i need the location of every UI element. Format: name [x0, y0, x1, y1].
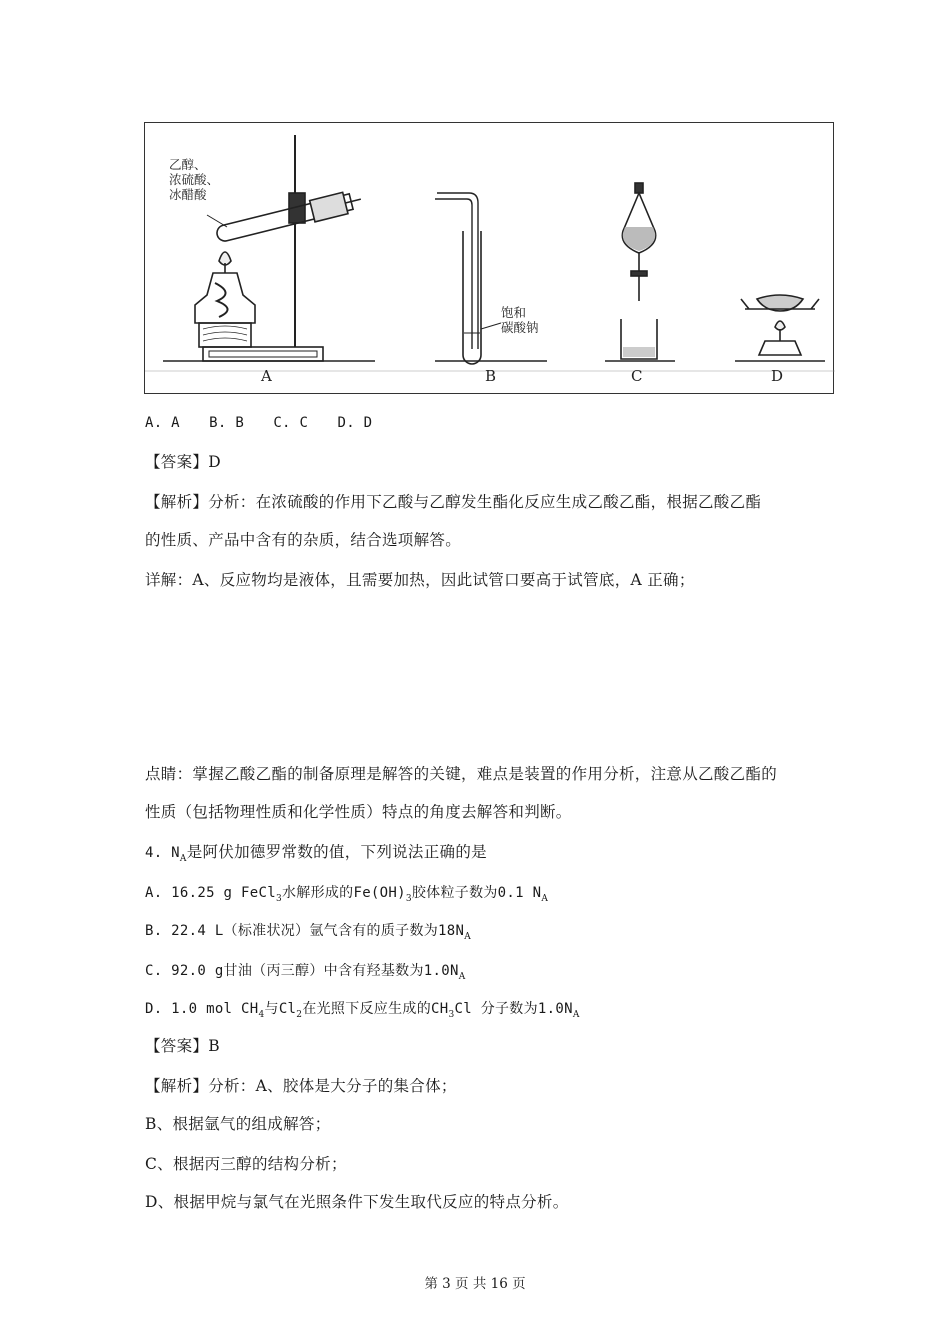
label-c: C	[631, 367, 643, 385]
q4-item-b: B、根据氩气的组成解答；	[145, 1115, 331, 1133]
apparatus-drawing	[145, 123, 835, 395]
q3-analysis-2: 的性质、产品中含有的杂质，结合选项解答。	[145, 531, 462, 549]
q3-option-c: C. C	[273, 415, 309, 431]
q3-comment-2: 性质（包括物理性质和化学性质）特点的角度去解答和判断。	[145, 803, 572, 821]
q3-comment-1: 点睛：掌握乙酸乙酯的制备原理是解答的关键，难点是装置的作用分析，注意从乙酸乙酯的	[145, 765, 778, 783]
alcohol-lamp-a	[195, 273, 255, 323]
delivery-tube	[435, 199, 472, 349]
page-footer: 第 3 页 共 16 页	[424, 1276, 526, 1292]
q4-answer: 【答案】B	[145, 1037, 220, 1055]
alcohol-lamp-d	[759, 341, 801, 355]
q3-options	[145, 412, 396, 433]
q4-analysis: 【解析】分析：A、胶体是大分子的集合体；	[145, 1077, 457, 1095]
q3-answer: 【答案】D	[145, 453, 221, 471]
q4-option-c: C. 92.0 g甘油（丙三醇）中含有羟基数为$1.0N_A$	[145, 963, 466, 982]
q4-option-b: B. 22.4 L（标准状况）氩气含有的质子数为$18N_A$	[145, 923, 472, 942]
reagent-label-b: 饱和 碳酸钠	[501, 305, 539, 335]
q3-option-a: A. A	[145, 415, 180, 431]
q3-option-d: D. D	[337, 415, 373, 431]
label-a: A	[261, 367, 272, 385]
reagent-label-a: 乙醇、 浓硫酸、 冰醋酸	[169, 157, 220, 202]
q3-detail: 详解：A、反应物均是液体，且需要加热，因此试管口要高于试管底，A 正确；	[145, 571, 695, 589]
q4-option-d: D. 1.0 mol $CH_4$与$Cl_2$在光照下反应生成的$CH_3Cl$ 分子数为$1.0N_A$	[145, 1001, 580, 1020]
q3-option-b: B. B	[209, 415, 245, 431]
q4-option-a: A. 16.25 g FeCl$_3$水解形成的$Fe(OH)_3$胶体粒子数为0.1 $N_A$	[145, 885, 549, 904]
q3-analysis-1: 【解析】分析：在浓硫酸的作用下乙酸与乙醇发生酯化反应生成乙酸乙酯，根据乙酸乙酯	[145, 493, 762, 511]
apparatus-figure	[144, 122, 834, 394]
q4-stem: 4. $N_A$是阿伏加德罗常数的值，下列说法正确的是	[145, 843, 487, 864]
stand-base	[203, 347, 323, 361]
q4-item-c: C、根据丙三醇的结构分析；	[145, 1155, 347, 1173]
label-b: B	[485, 367, 497, 385]
q4-item-d: D、根据甲烷与氯气在光照条件下发生取代反应的特点分析。	[145, 1193, 569, 1211]
label-d: D	[771, 367, 784, 385]
wood-block	[199, 323, 251, 347]
